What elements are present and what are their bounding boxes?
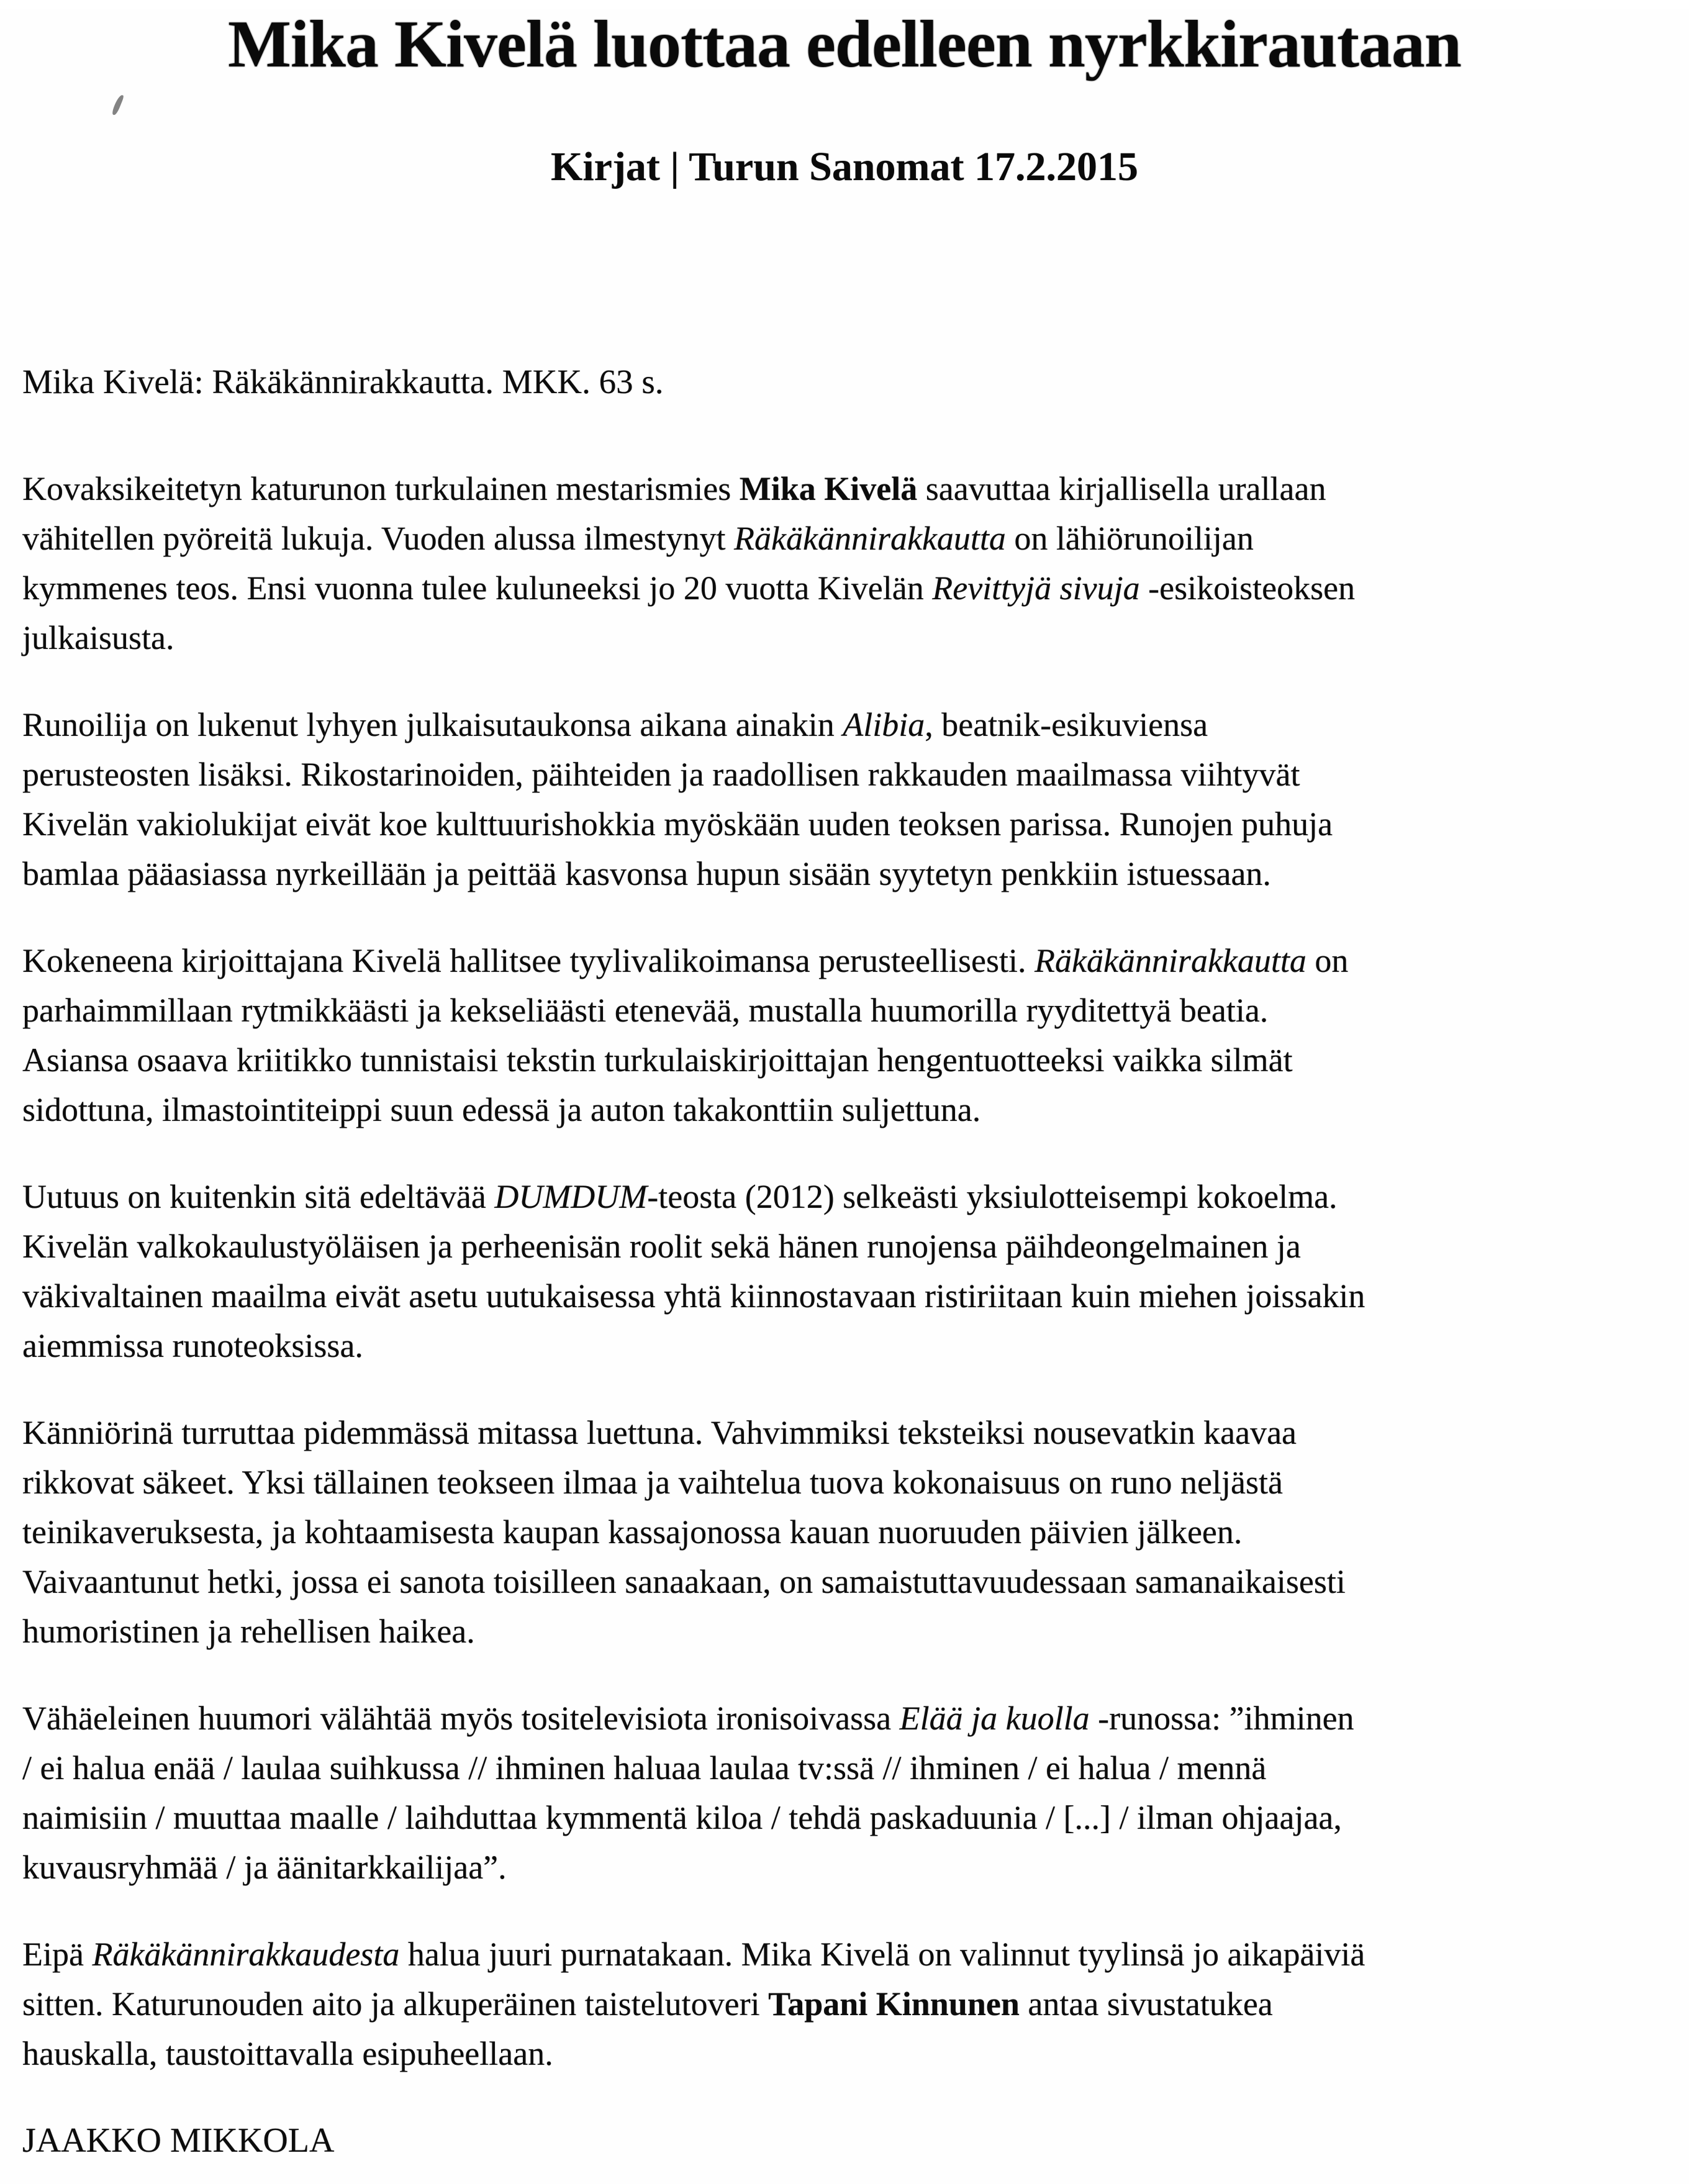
text-line — [22, 849, 1664, 899]
italic-text-run: Elää ja kuolla — [899, 1699, 1090, 1737]
italic-text-run: Alibia — [843, 705, 925, 743]
text-line — [22, 1035, 1664, 1085]
text-run: -runossa: ”ihminen — [1089, 1699, 1354, 1737]
text-run: Kokeneena kirjoittajana Kivelä hallitsee tyylivalikoimansa perusteellisesti. — [22, 941, 1035, 979]
text-run: parhaimmillaan rytmikkäästi ja kekseliäästi etenevää, mustalla huumorilla ryyditettyä beatia. — [22, 991, 1269, 1029]
text-line — [22, 1085, 1664, 1135]
text-line — [22, 1743, 1664, 1793]
text-run: -teosta (2012) selkeästi yksiulotteisempi kokoelma. — [647, 1177, 1338, 1215]
text-line — [22, 799, 1664, 849]
text-run: Vähäeleinen huumori välähtää myös tositelevisiota ironisoivassa — [22, 1699, 900, 1737]
paragraph-4 — [22, 1172, 1664, 1371]
text-run: aiemmissa runoteoksissa. — [22, 1326, 363, 1364]
text-run: hauskalla, taustoittavalla esipuheellaan. — [22, 2034, 553, 2072]
scan-artifact-mark — [111, 94, 125, 116]
text-run: väkivaltainen maailma eivät asetu uutukaisessa yhtä kiinnostavaan ristiriitaan kuin miehen joissakin — [22, 1277, 1365, 1315]
article-subtitle-source-date: Kirjat | Turun Sanomat 17.2.2015 — [550, 143, 1138, 189]
text-run: kymmenes teos. Ensi vuonna tulee kuluneeksi jo 20 vuotta Kivelän — [22, 569, 933, 607]
text-run: antaa sivustatukea — [1019, 1985, 1273, 2023]
paragraph-3 — [22, 936, 1664, 1135]
text-line — [22, 936, 1664, 986]
text-line — [22, 1408, 1664, 1457]
text-run: Asiansa osaava kriitikko tunnistaisi tekstin turkulaiskirjoittajan hengentuotteeksi vaikka silmät — [22, 1041, 1293, 1079]
text-run: Runoilija on lukenut lyhyen julkaisutaukonsa aikana ainakin — [22, 705, 843, 743]
text-run: Känniörinä turruttaa pidemmässä mitassa luettuna. Vahvimmiksi teksteiksi nousevatkin kaavaa — [22, 1413, 1297, 1451]
text-line — [22, 1979, 1664, 2029]
text-line — [22, 464, 1664, 514]
text-line — [22, 2029, 1664, 2078]
text-line — [22, 1321, 1664, 1371]
text-line — [22, 1507, 1664, 1557]
text-run: Eipä — [22, 1935, 93, 1973]
text-line — [22, 1606, 1664, 1656]
text-run: on — [1306, 941, 1349, 979]
text-run: rikkovat säkeet. Yksi tällainen teokseen ilmaa ja vaihtelua tuova kokonaisuus on runo neljästä — [22, 1463, 1283, 1501]
text-line — [22, 1793, 1664, 1842]
scanned-document-page — [0, 9, 1689, 2184]
italic-text-run: Revittyjä sivuja — [932, 569, 1140, 607]
text-run: halua juuri purnatakaan. Mika Kivelä on valinnut tyylinsä jo aikapäiviä — [399, 1935, 1365, 1973]
text-run: sitten. Katurunouden aito ja alkuperäinen taistelutoveri — [22, 1985, 769, 2023]
paragraph-6-poem-quote — [22, 1693, 1664, 1892]
text-run: on lähiörunoilijan — [1005, 519, 1254, 557]
text-line — [22, 1271, 1664, 1321]
paragraph-7 — [22, 1929, 1664, 2078]
text-run: humoristinen ja rehellisen haikea. — [22, 1612, 475, 1650]
italic-text-run: Räkäkännirakkautta — [734, 519, 1006, 557]
text-line — [22, 1557, 1664, 1606]
text-line — [22, 700, 1664, 750]
text-line — [22, 1221, 1664, 1271]
text-line — [22, 514, 1664, 563]
italic-text-run: Räkäkännirakkautta — [1035, 941, 1306, 979]
italic-text-run: DUMDUM — [494, 1177, 648, 1215]
text-run: Uutuus on kuitenkin sitä edeltävää — [22, 1177, 495, 1215]
text-line — [22, 1929, 1664, 1979]
paragraph-2 — [22, 700, 1664, 899]
text-run: teinikaveruksesta, ja kohtaamisesta kaupan kassajonossa kauan nuoruuden päivien jälkeen. — [22, 1513, 1243, 1551]
text-run: saavuttaa kirjallisella urallaan — [917, 469, 1326, 507]
text-run: Kovaksikeitetyn katurunon turkulainen mestarismies — [22, 469, 740, 507]
text-run: -esikoisteoksen — [1139, 569, 1356, 607]
text-run: , beatnik-esikuviensa — [925, 705, 1208, 743]
paragraph-5 — [22, 1408, 1664, 1656]
text-run: vähitellen pyöreitä lukuja. Vuoden alussa ilmestynyt — [22, 519, 735, 557]
italic-text-run: Räkäkännirakkaudesta — [92, 1935, 400, 1973]
bold-text-run: Mika Kivelä — [739, 469, 918, 507]
paragraph-1 — [22, 464, 1664, 663]
text-run: Kivelän valkokaulustyöläisen ja perheenisän roolit sekä hänen runojensa päihdeongelmainen ja — [22, 1227, 1301, 1265]
text-line — [22, 1172, 1664, 1221]
text-run: naimisiin / muuttaa maalle / laihduttaa kymmentä kiloa / tehdä paskaduunia / [...] / ilman ohjaajaa, — [22, 1798, 1342, 1836]
text-line — [22, 750, 1664, 799]
text-line — [22, 563, 1664, 613]
text-run: perusteosten lisäksi. Rikostarinoiden, päihteiden ja raadollisen rakkauden maailmassa viihtyvät — [22, 755, 1300, 793]
article-body — [22, 357, 1664, 2165]
bold-text-run: Tapani Kinnunen — [768, 1985, 1020, 2023]
text-run: Vaivaantunut hetki, jossa ei sanota toisilleen sanaakaan, on samaistuttavuudessaan samanaikaisesti — [22, 1562, 1346, 1600]
text-line — [22, 986, 1664, 1035]
text-line — [22, 613, 1664, 663]
text-line — [22, 1693, 1664, 1743]
text-line — [22, 1457, 1664, 1507]
text-run: julkaisusta. — [22, 618, 174, 656]
reviewer-signature: JAAKKO MIKKOLA — [22, 2121, 335, 2160]
text-run: bamlaa pääasiassa nyrkeillään ja peittää kasvonsa hupun sisään syytetyn penkkiin istuessaan. — [22, 854, 1271, 892]
text-line — [22, 1842, 1664, 1892]
book-reference-line: Mika Kivelä: Räkäkännirakkautta. MKK. 63 s. — [22, 362, 664, 401]
text-run: Kivelän vakiolukijat eivät koe kulttuurishokkia myöskään uuden teoksen parissa. Runojen puhuja — [22, 805, 1333, 843]
article-title: Mika Kivelä luottaa edelleen nyrkkirautaan — [227, 7, 1461, 81]
text-run: kuvausryhmää / ja äänitarkkailijaa”. — [22, 1848, 507, 1886]
text-run: sidottuna, ilmastointiteippi suun edessä ja auton takakonttiin suljettuna. — [22, 1090, 981, 1128]
text-run: / ei halua enää / laulaa suihkussa // ihminen haluaa laulaa tv:ssä // ihminen / ei halua / mennä — [22, 1749, 1267, 1787]
